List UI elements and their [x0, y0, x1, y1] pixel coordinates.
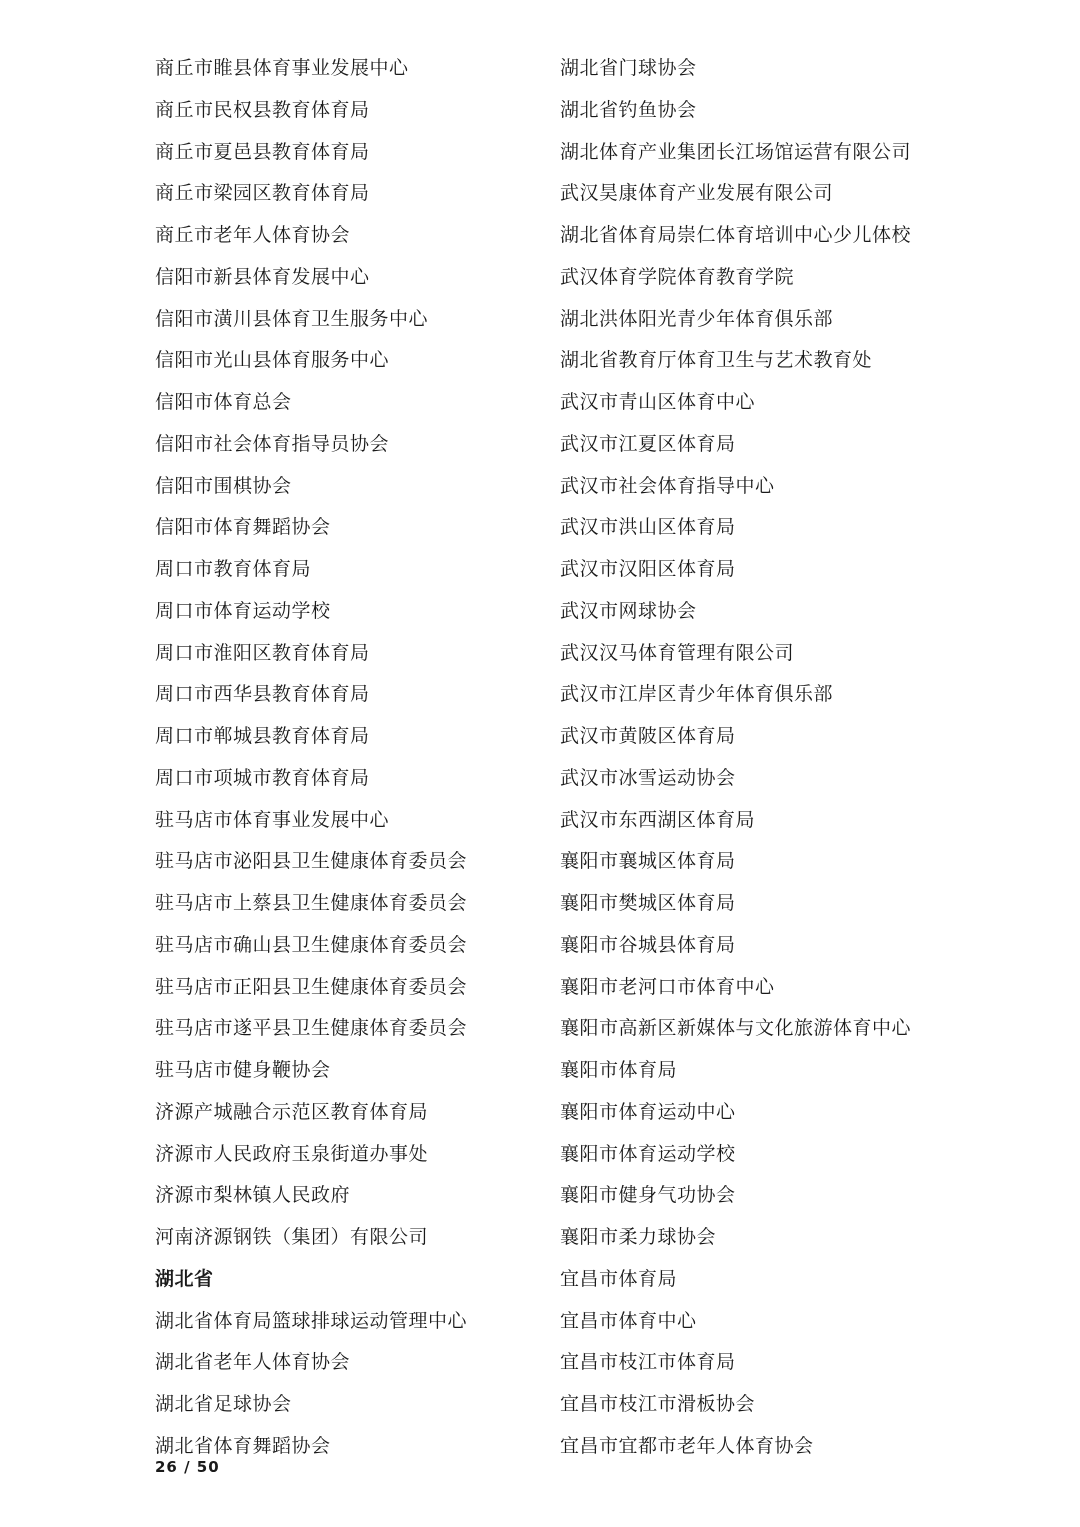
- organization-name: 宜昌市枝江市体育局: [560, 1351, 736, 1374]
- organization-name: 湖北省体育局崇仁体育培训中心少儿体校: [560, 224, 912, 246]
- organization-name: 济源市梨林镇人民政府: [155, 1184, 351, 1207]
- organization-name: 武汉市洪山区体育局: [560, 516, 736, 539]
- organization-name: 河南济源钢铁（集团）有限公司: [155, 1226, 429, 1248]
- organization-name: 信阳市光山县体育服务中心: [155, 349, 390, 372]
- organization-name: 济源产城融合示范区教育体育局: [155, 1100, 429, 1123]
- organization-name: 宜昌市宜都市老年人体育协会: [560, 1434, 814, 1457]
- right-column: [560, 48, 1000, 1468]
- page-number: 26 / 50: [155, 1458, 220, 1476]
- organization-name: 襄阳市樊城区体育局: [560, 892, 736, 914]
- organization-name: 信阳市社会体育指导员协会: [155, 432, 390, 455]
- organization-name: 湖北省足球协会: [155, 1393, 292, 1415]
- organization-name: 商丘市民权县教育体育局: [155, 98, 370, 121]
- organization-name: 武汉市江夏区体育局: [560, 432, 736, 455]
- organization-name: 宜昌市体育中心: [560, 1309, 697, 1332]
- organization-name: 武汉体育学院体育教育学院: [560, 265, 795, 288]
- organization-name: 武汉昊康体育产业发展有限公司: [560, 182, 834, 205]
- organization-name: 襄阳市体育运动学校: [560, 1142, 736, 1165]
- left-column: [155, 48, 545, 1468]
- organization-name: 信阳市围棋协会: [155, 474, 292, 497]
- organization-name: 周口市体育运动学校: [155, 599, 331, 622]
- organization-name: 襄阳市体育局: [560, 1059, 678, 1081]
- organization-name: 湖北省老年人体育协会: [155, 1351, 351, 1374]
- organization-name: 襄阳市柔力球协会: [560, 1226, 717, 1248]
- organization-name: 信阳市潢川县体育卫生服务中心: [155, 307, 429, 330]
- organization-name: 驻马店市正阳县卫生健康体育委员会: [155, 975, 468, 998]
- organization-name: 宜昌市枝江市滑板协会: [560, 1393, 756, 1415]
- organization-name: 襄阳市高新区新媒体与文化旅游体育中心: [560, 1017, 912, 1040]
- organization-name: 商丘市夏邑县教育体育局: [155, 140, 370, 163]
- organization-name: 湖北省体育舞蹈协会: [155, 1434, 331, 1457]
- organization-name: 武汉市东西湖区体育局: [560, 808, 756, 831]
- organization-name: 驻马店市体育事业发展中心: [155, 808, 390, 831]
- organization-name: 湖北体育产业集团长江场馆运营有限公司: [560, 140, 912, 163]
- organization-name: 宜昌市体育局: [560, 1267, 678, 1290]
- organization-name: 襄阳市体育运动中心: [560, 1100, 736, 1123]
- organization-name: 周口市项城市教育体育局: [155, 766, 370, 789]
- organization-name: 信阳市体育舞蹈协会: [155, 516, 331, 539]
- organization-name: 周口市西华县教育体育局: [155, 683, 370, 706]
- organization-name: 襄阳市襄城区体育局: [560, 850, 736, 873]
- organization-name: 驻马店市健身鞭协会: [155, 1059, 331, 1081]
- organization-name: 武汉市江岸区青少年体育俱乐部: [560, 683, 834, 706]
- section-heading: 湖北省: [155, 1267, 214, 1290]
- organization-name: 武汉市黄陂区体育局: [560, 725, 736, 747]
- organization-name: 周口市淮阳区教育体育局: [155, 641, 370, 664]
- organization-name: 湖北省门球协会: [560, 57, 697, 79]
- organization-name: 驻马店市泌阳县卫生健康体育委员会: [155, 850, 468, 873]
- organization-name: 周口市教育体育局: [155, 558, 312, 580]
- organization-name: 湖北省钓鱼协会: [560, 98, 697, 121]
- organization-name: 济源市人民政府玉泉街道办事处: [155, 1142, 429, 1165]
- organization-name: 驻马店市遂平县卫生健康体育委员会: [155, 1017, 468, 1040]
- organization-name: 武汉汉马体育管理有限公司: [560, 641, 795, 664]
- organization-name: 湖北省体育局篮球排球运动管理中心: [155, 1309, 468, 1332]
- organization-name: 信阳市新县体育发展中心: [155, 265, 370, 288]
- organization-name: 湖北洪体阳光青少年体育俱乐部: [560, 307, 834, 330]
- organization-name: 商丘市睢县体育事业发展中心: [155, 57, 409, 79]
- organization-name: 武汉市汉阳区体育局: [560, 558, 736, 580]
- organization-name: 武汉市冰雪运动协会: [560, 766, 736, 789]
- organization-name: 商丘市梁园区教育体育局: [155, 182, 370, 205]
- organization-name: 襄阳市谷城县体育局: [560, 933, 736, 956]
- organization-name: 襄阳市老河口市体育中心: [560, 975, 775, 998]
- organization-name: 信阳市体育总会: [155, 391, 292, 413]
- organization-name: 武汉市社会体育指导中心: [560, 474, 775, 497]
- organization-name: 武汉市网球协会: [560, 599, 697, 622]
- organization-name: 驻马店市确山县卫生健康体育委员会: [155, 933, 468, 956]
- organization-name: 周口市郸城县教育体育局: [155, 725, 370, 747]
- organization-name: 襄阳市健身气功协会: [560, 1184, 736, 1207]
- organization-name: 武汉市青山区体育中心: [560, 391, 756, 413]
- organization-name: 驻马店市上蔡县卫生健康体育委员会: [155, 892, 468, 914]
- organization-name: 湖北省教育厅体育卫生与艺术教育处: [560, 349, 873, 372]
- organization-name: 商丘市老年人体育协会: [155, 224, 351, 246]
